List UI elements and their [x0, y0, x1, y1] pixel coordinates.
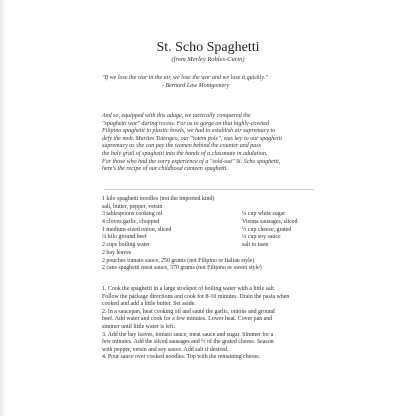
- ingredient-row: [102, 234, 348, 242]
- epigraph-quote: "If we lose the war in the air, we lose the war and we lose it quickly.": [102, 75, 268, 81]
- ingredients-list: [102, 196, 348, 273]
- recipe-attribution: (from Merley Robles-Curin): [171, 56, 245, 63]
- instruction-line: simmer until little water is left.: [102, 323, 175, 330]
- epigraph: [102, 75, 342, 90]
- instruction-line: few minutes. Add the sliced sausages and ½ of the grated cheese. Season: [102, 339, 274, 346]
- ingredient-item: 2 pouches tomato sauce, 250 grams (not Filipino or Italian style): [102, 257, 255, 264]
- ingredient-item: ½ cup cheese, grated: [242, 226, 292, 233]
- intro-line: And so, equipped with this adage, we tactically conquered the: [102, 113, 251, 119]
- ingredient-item: ¼ cup white sugar: [242, 211, 286, 218]
- ingredient-item: 1 medium-sized onion, sliced: [102, 226, 172, 233]
- intro-paragraph: [102, 113, 342, 174]
- ingredient-row: [102, 204, 348, 212]
- instruction-line: Follow the package directions and cook for 8-10 minutes. Drain the pasta when: [102, 293, 290, 300]
- instruction-line: 4. Pour sauce over cooked noodles. Top with the remaining cheese.: [102, 354, 261, 361]
- ingredient-item: 2 cups boiling water: [102, 242, 150, 249]
- ingredient-item: salt to taste: [242, 242, 269, 249]
- ingredient-item: 3 tablespoons cooking oil: [102, 211, 163, 218]
- instruction-line: 2. In a saucepan, heat cooking oil and sauté the garlic, onions and ground: [102, 308, 275, 315]
- epigraph-author: - Bernard Law Montgomery: [162, 82, 230, 89]
- instructions: [102, 286, 342, 362]
- intro-line: supremacy as she can pay the women behind the counter and pass: [102, 143, 261, 150]
- instruction-line: with pepper, vetsin and soy sauce. Add salt if desired.: [102, 346, 229, 353]
- ingredient-row: [102, 242, 348, 250]
- instruction-line: 3. Add the bay leaves, tomato sauce, meat sauce and sugar. Simmer for a: [102, 331, 274, 338]
- ingredient-item: ¼ kilo ground beef: [102, 234, 147, 241]
- ingredient-item: Vienna sausages, sliced: [242, 219, 298, 226]
- intro-line: "spaghetti war" during recess. For us to gorge on that highly-coveted: [102, 120, 270, 127]
- instruction-line: beef. Add water and cook for a few minutes. Lower heat. Cover pan and: [102, 316, 273, 323]
- ingredient-item: 2 cans spaghetti meat sauce, 370 grams (not Filipino or sweet style): [102, 265, 262, 272]
- ingredient-row: [102, 219, 348, 227]
- ingredient-row: [102, 265, 348, 273]
- ingredient-item: 1 kilo spaghetti noodles (not the imported kind): [102, 196, 215, 202]
- intro-line: defy the mob. Marites Totengco, our "totem pole", was key to our spaghetti: [102, 135, 282, 142]
- intro-line: Filipino spaghetti in plastic bowls, we had to establish air supremacy to: [102, 128, 276, 135]
- ingredient-item: 2 bay leaves: [102, 249, 132, 256]
- instruction-line: cooked and add a little butter. Set aside.: [102, 301, 196, 308]
- page-gutter-shadow: [0, 0, 6, 416]
- instruction-line: 1. Cook the spaghetti in a large stockpot of boiling water with a little salt.: [102, 286, 276, 292]
- ingredient-row: [102, 211, 348, 219]
- ingredient-row: [102, 196, 348, 204]
- ingredient-item: ¼ cup soy sauce: [242, 234, 281, 241]
- recipe-title: St. Scho Spaghetti: [156, 40, 260, 55]
- intro-line: here's the recipe of our childhood canteen spaghetti.: [102, 166, 228, 173]
- ingredient-item: 4 cloves garlic, chopped: [102, 219, 160, 226]
- intro-line: the holy grail of spaghetti into the hands of a classmate in adulation.: [102, 150, 268, 157]
- ingredient-row: [102, 250, 348, 258]
- intro-line: For those who had the sorry experience of a "sold-out" St. Scho spaghetti,: [102, 158, 281, 165]
- ingredient-item: salt, butter, pepper, vetsin: [102, 203, 163, 210]
- section-divider: [104, 189, 314, 190]
